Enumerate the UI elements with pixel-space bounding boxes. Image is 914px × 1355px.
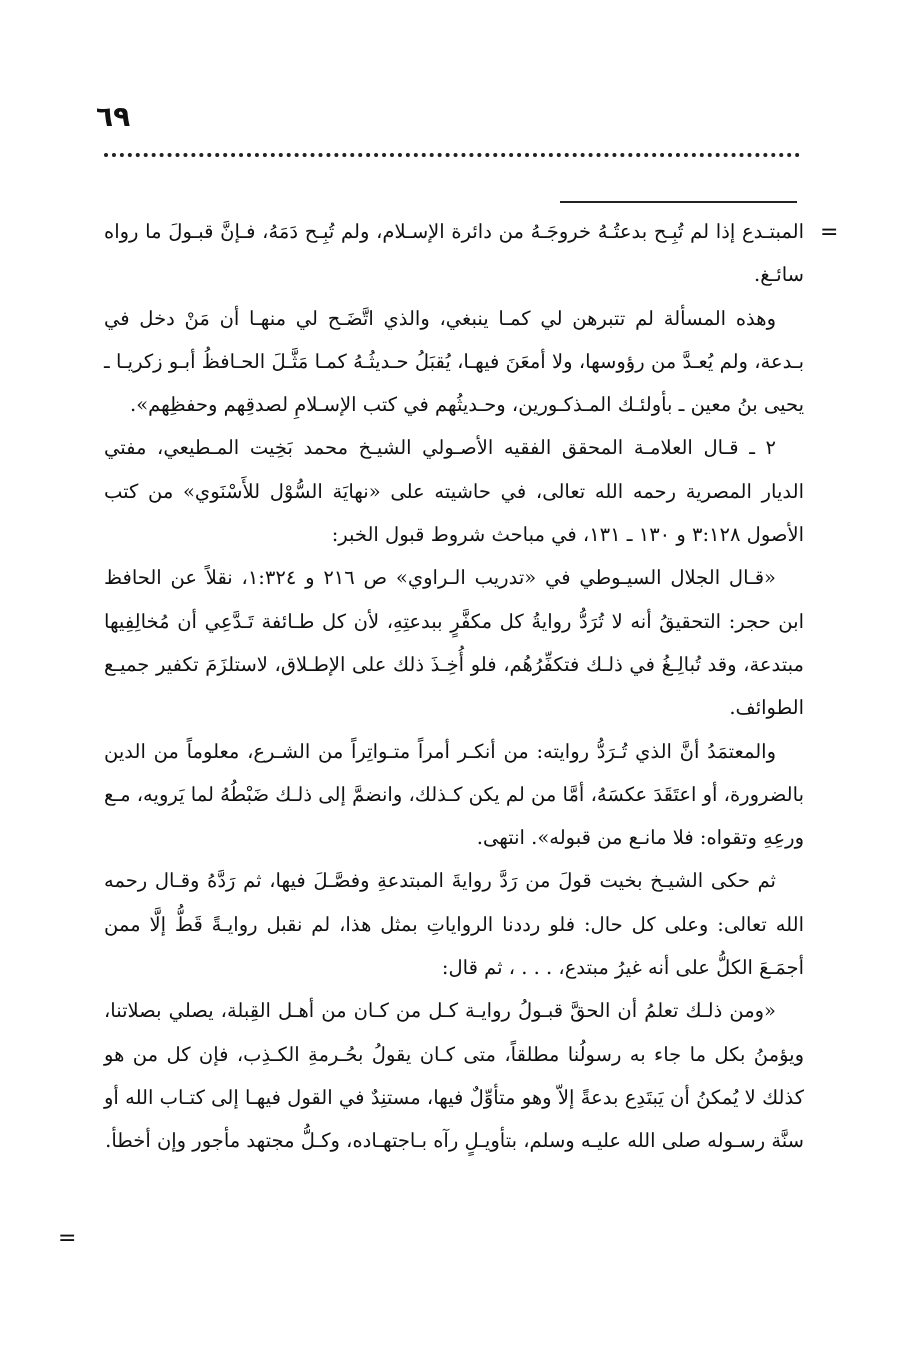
footnote-text-block	[104, 210, 804, 1163]
paragraph: ٢ ـ قـال العلامـة المحقق الفقيه الأصـولي الشيـخ محمد بَخِيت المـطيعي، مفتي الديار المصرية رحمه الله تعالى، في حاشيته على «نهايَة السُّوْل للأَسْنَوي» من كتب الأصول ٣:١٢٨ و ١٣٠ ـ ١٣١، في مباحث شروط قبول الخبر:	[104, 436, 804, 547]
paragraph: والمعتمَدُ أنَّ الذي تُـرَدُّ روايته: من أنكـر أمراً متـواتِراً من الشـرع، معلوماً من الدين بالضرورة، أو اعتَقَدَ عكسَهُ، أمَّا من لم يكن كـذلك، وانضمَّ إلى ذلـك ضَبْطُهُ لما يَرويه، مـع ورعِهِ وتقواه: فلا مانـع من قبوله». انتهى.	[104, 739, 804, 850]
continuation-mark-bottom: =	[58, 1226, 77, 1251]
page-number: ٦٩	[96, 100, 131, 133]
paragraph: «قـال الجلال السيـوطي في «تدريب الـراوي» ص ٢١٦ و ١:٣٢٤، نقلاً عن الحافظ ابن حجر: التحقيقُ أنه لا تُرَدُّ روايةُ كل مكفَّرٍ ببدعتِهِ، لأن كل طـائفة تَـدَّعِي أن مُخالِفِيها مبتدعة، وقد تُبالِـغُ في ذلـك فتكفِّرُهُم، فلو أُخِـذَ ذلك على الإطـلاق، لاستلزَمَ تكفير جميـع الطوائف.	[104, 566, 804, 720]
continuation-mark-top: =	[820, 220, 839, 245]
paragraph: ثم حكى الشيـخ بخيت قولَ من رَدَّ روايةَ المبتدعةِ وفصَّـلَ فيها، ثم رَدَّهُ وقـال رحمه الله تعالى: وعلى كل حال: فلو رددنا الرواياتِ بمثل هذا، لم نقبل روايـةً قَطُّ إلَّا ممن أجمَـعَ الكلُّ على أنه غيرُ مبتدع، . . . ، ثم قال:	[104, 869, 804, 980]
paragraph: المبتـدع إذا لم تُبِـح بدعتُـهُ خروجَـهُ من دائرة الإسـلام، ولم تُبِـح دَمَهُ، فـإنَّ قبـولَ ما رواه سائـغ.	[104, 220, 804, 287]
footnote-rule	[560, 201, 797, 203]
paragraph: وهذه المسألة لم تتبرهن لي كمـا ينبغي، والذي اتَّضَـح لي منهـا أن مَنْ دخل في بـدعة، ولم يُعـدَّ من رؤوسها، ولا أمعَنَ فيهـا، يُقبَلُ حـديثُـهُ كمـا مَثَّـلَ الحـافظُ أبـو زكريـا ـ يحيى بنُ معين ـ بأولئـك المـذكـورين، وحـديثُهم في كتب الإسـلامِ لصدقِهم وحفظِهم».	[104, 306, 804, 417]
paragraph: «ومن ذلـك تعلمُ أن الحقَّ قبـولُ روايـة كـل من كـان من أهـل القِبلة، يصلي بصلاتنا، ويؤمنُ بكل ما جاء به رسولُنا مطلقاً، متى كـان يقولُ بحُـرمةِ الكـذِب، فإن كل من هو كذلك لا يُمكنُ أن يَبتَدِع بدعةً إلاّ وهو متأوِّلٌ فيها، مستنِدٌ في القول فيهـا إلى كتـاب الله أو سنَّة رسـوله صلى الله عليـه وسلم، بتأويـلٍ رآه بـاجتهـاده، وكـلُّ مجتهد مأجور وإن أخطأ.	[104, 999, 804, 1153]
header-dotted-rule	[104, 153, 800, 157]
